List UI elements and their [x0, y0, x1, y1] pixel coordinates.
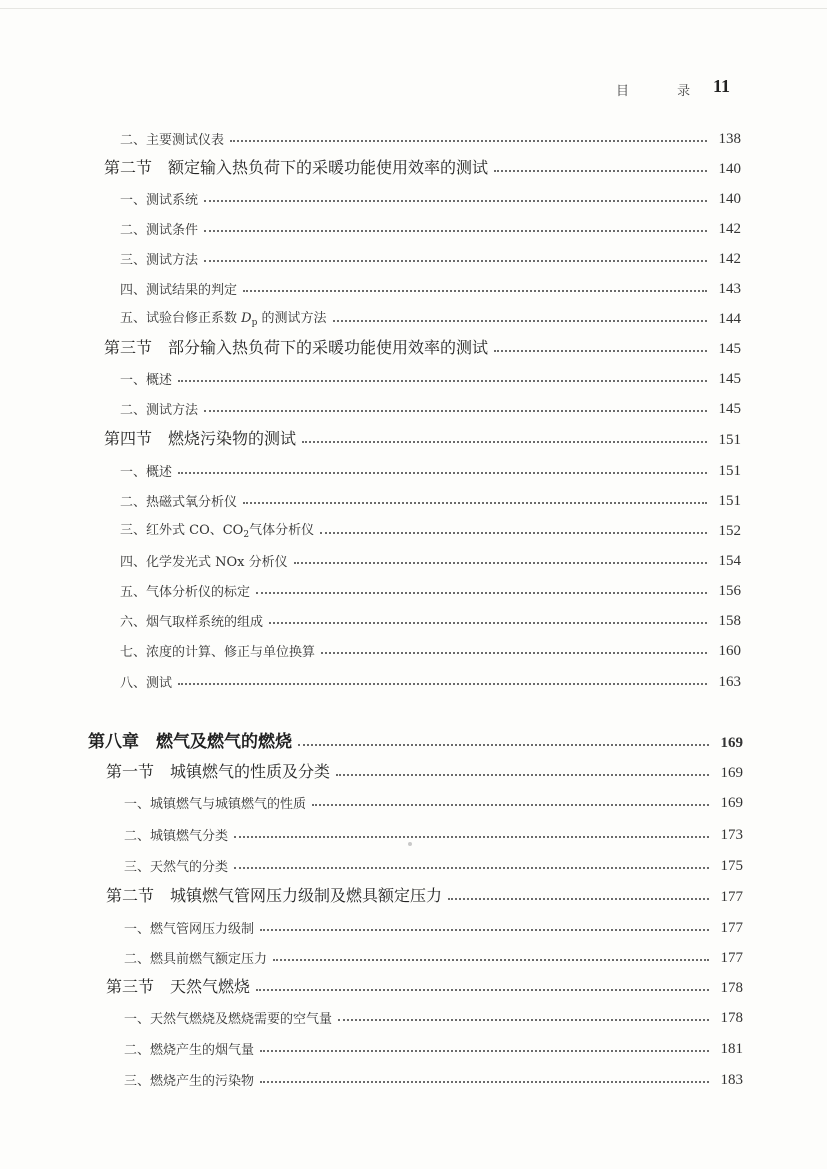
toc-entry-title: 第四节 燃烧污染物的测试 [104, 429, 297, 448]
toc-section[interactable] [104, 154, 741, 178]
toc-entry[interactable] [120, 304, 741, 328]
dot-leader [234, 836, 709, 838]
toc-entry[interactable] [124, 1065, 743, 1089]
dot-leader [333, 320, 707, 322]
title-text: 的测试方法 [261, 311, 327, 326]
dot-leader [269, 622, 707, 624]
toc-entry-title: 第三节 天然气燃烧 [106, 977, 251, 996]
page-top-edge [0, 8, 827, 9]
dot-leader [204, 410, 707, 412]
toc-entry-title: 第二节 额定输入热负荷下的采暖功能使用效率的测试 [104, 158, 489, 177]
dot-leader [204, 260, 707, 262]
toc-entry-title: 一、天然气燃烧及燃烧需要的空气量 [124, 1012, 333, 1027]
toc-entry-title: 第三节 部分输入热负荷下的采暖功能使用效率的测试 [104, 338, 489, 357]
toc-entry[interactable] [120, 636, 741, 660]
toc-entry-title: 六、烟气取样系统的组成 [120, 615, 264, 630]
toc-entry-page: 145 [718, 371, 741, 387]
title-text: 五、试验台修正系数 [120, 311, 238, 326]
toc-entry-title: 第一节 城镇燃气的性质及分类 [106, 762, 331, 781]
dot-leader [178, 472, 707, 474]
toc-entry-title: 二、城镇燃气分类 [124, 829, 229, 844]
toc-entry-title: 二、热磁式氧分析仪 [120, 495, 238, 510]
toc-entry-title: 三、天然气的分类 [124, 860, 229, 875]
toc-entry-title: 八、测试 [120, 676, 173, 691]
toc-entry-title: 一、城镇燃气与城镇燃气的性质 [124, 797, 307, 812]
dot-leader [243, 502, 707, 504]
toc-entry-page: 152 [718, 523, 741, 539]
toc-entry-page: 169 [720, 795, 743, 811]
dot-leader [256, 989, 709, 991]
toc-entry-page: 140 [718, 161, 741, 177]
toc-entry[interactable] [120, 456, 741, 480]
toc-entry-page: 145 [718, 341, 741, 357]
toc-entry-title: 四、测试结果的判定 [120, 283, 238, 298]
symbol-d: D [241, 311, 252, 326]
title-text: 三、红外式 CO、CO [120, 523, 244, 538]
toc-entry-page: 151 [718, 463, 741, 479]
toc-entry-page: 154 [718, 553, 741, 569]
toc-entry-title: 第八章 燃气及燃气的燃烧 [88, 732, 292, 752]
dot-leader [494, 350, 707, 352]
toc-entry-page: 158 [718, 613, 741, 629]
dot-leader [494, 170, 707, 172]
toc-entry-title: 二、测试方法 [120, 403, 199, 418]
toc-entry-page: 142 [718, 251, 741, 267]
dot-leader [298, 744, 709, 746]
toc-entry-title: 二、燃烧产生的烟气量 [124, 1043, 255, 1058]
toc-entry-page: 156 [718, 583, 741, 599]
toc-entry-page: 163 [718, 674, 741, 690]
dot-leader [294, 562, 707, 564]
toc-entry[interactable] [124, 851, 743, 875]
dot-leader [338, 1019, 709, 1021]
toc-entry-page: 144 [718, 311, 741, 327]
page-number: 11 [712, 76, 730, 96]
scan-speck [408, 842, 412, 846]
toc-entry-title: 第二节 城镇燃气管网压力级制及燃具额定压力 [106, 886, 443, 905]
toc-entry[interactable] [120, 576, 741, 600]
subscript-2: 2 [243, 530, 250, 540]
toc-entry[interactable] [124, 788, 743, 812]
toc-entry-title: 五、气体分析仪的标定 [120, 585, 251, 600]
dot-leader [204, 200, 707, 202]
toc-entry-title: 一、燃气管网压力级制 [124, 922, 255, 937]
toc-entry[interactable] [124, 1003, 743, 1027]
dot-leader [321, 652, 707, 654]
toc-entry[interactable] [120, 516, 741, 540]
running-head-label: 目 录 [616, 84, 713, 99]
toc-chapter[interactable] [88, 728, 743, 752]
dot-leader [302, 441, 707, 443]
dot-leader [256, 592, 707, 594]
dot-leader [204, 230, 707, 232]
toc-entry[interactable] [124, 1034, 743, 1058]
toc-entry-page: 178 [720, 980, 743, 996]
dot-leader [234, 867, 709, 869]
dot-leader [230, 140, 707, 142]
toc-entry-title: 二、燃具前燃气额定压力 [124, 952, 268, 967]
dot-leader [178, 380, 707, 382]
dot-leader [336, 774, 709, 776]
toc-entry-page: 181 [720, 1041, 743, 1057]
toc-entry-title: 二、测试条件 [120, 223, 199, 238]
toc-section[interactable] [104, 425, 741, 449]
toc-section[interactable] [106, 973, 743, 997]
toc-entry-title: 一、概述 [120, 373, 173, 388]
toc-entry[interactable] [120, 546, 741, 570]
toc-entry[interactable] [120, 274, 741, 298]
subscript-p: p [251, 318, 258, 328]
toc-entry[interactable] [120, 394, 741, 418]
toc-entry-page: 175 [720, 858, 743, 874]
toc-entry-page: 160 [718, 643, 741, 659]
toc-entry-title: 四、化学发光式 NOx 分析仪 [120, 555, 288, 570]
toc-entry-title: 七、浓度的计算、修正与单位换算 [120, 645, 316, 660]
toc-entry-page: 145 [718, 401, 741, 417]
dot-leader [260, 1081, 709, 1083]
toc-entry-title: 三、测试方法 [120, 253, 199, 268]
toc-entry[interactable] [120, 606, 741, 630]
dot-leader [260, 929, 709, 931]
toc-entry-title [120, 307, 327, 328]
dot-leader [273, 959, 709, 961]
toc-entry-title [120, 519, 314, 540]
running-head [610, 76, 730, 98]
toc-entry[interactable] [124, 820, 743, 844]
dot-leader [260, 1050, 709, 1052]
toc-entry-title: 二、主要测试仪表 [120, 133, 225, 148]
dot-leader [243, 290, 707, 292]
dot-leader [448, 898, 709, 900]
toc-entry-page: 140 [718, 191, 741, 207]
toc-entry[interactable] [120, 244, 741, 268]
toc-entry-page: 151 [718, 432, 741, 448]
toc-entry-page: 169 [720, 765, 743, 781]
toc-entry-page: 177 [720, 950, 743, 966]
toc-entry[interactable] [120, 124, 741, 148]
dot-leader [320, 532, 707, 534]
toc-entry-page: 151 [718, 493, 741, 509]
toc-entry[interactable] [120, 184, 741, 208]
toc-entry-page: 178 [720, 1010, 743, 1026]
toc-entry-title: 三、燃烧产生的污染物 [124, 1074, 255, 1089]
toc-section[interactable] [106, 882, 743, 906]
toc-entry-page: 177 [720, 889, 743, 905]
toc-entry[interactable] [120, 486, 741, 510]
toc-entry-page: 177 [720, 920, 743, 936]
toc-entry-page: 142 [718, 221, 741, 237]
title-text: 气体分析仪 [249, 523, 315, 538]
toc-entry-page: 183 [720, 1072, 743, 1088]
dot-leader [312, 804, 709, 806]
dot-leader [178, 683, 707, 685]
toc-entry-page: 169 [720, 735, 743, 751]
toc-entry[interactable] [124, 943, 743, 967]
toc-entry-title: 一、概述 [120, 465, 173, 480]
toc-entry[interactable] [120, 364, 741, 388]
toc-entry[interactable] [120, 214, 741, 238]
toc-entry-page: 138 [718, 131, 741, 147]
toc-entry-page: 173 [720, 827, 743, 843]
toc-entry-title: 一、测试系统 [120, 193, 199, 208]
toc-entry[interactable] [120, 667, 741, 691]
toc-section[interactable] [106, 758, 743, 782]
toc-section[interactable] [104, 334, 741, 358]
toc-entry-page: 143 [718, 281, 741, 297]
toc-entry[interactable] [124, 913, 743, 937]
